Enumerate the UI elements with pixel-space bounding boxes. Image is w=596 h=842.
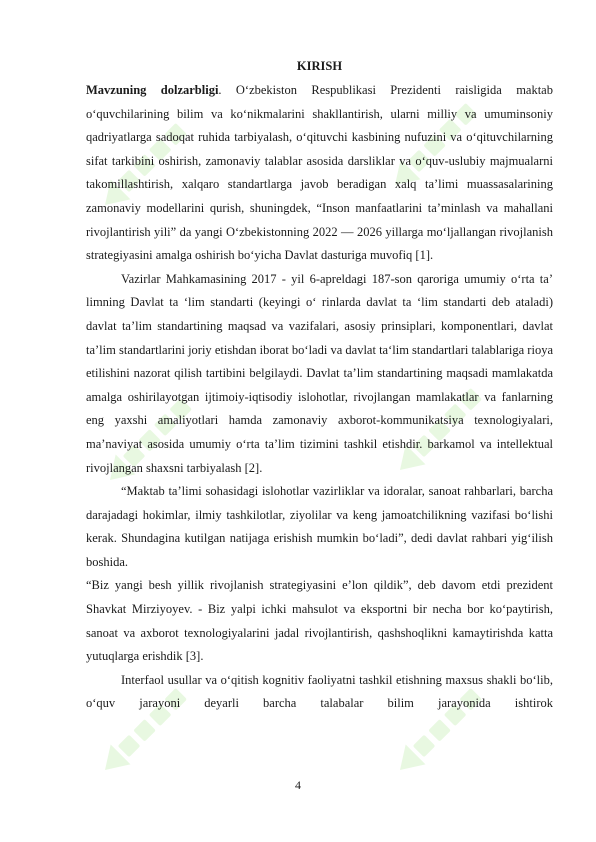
document-body [86, 56, 553, 716]
paragraph-2: Vazirlar Mahkamasining 2017 - yil 6-apreldagi 187-son qaroriga umumiy o‘rta ta’ limning Davlat ta ‘lim standarti (keyingi o‘ rinlarda davlat ta ‘lim standarti deb ataladi) davlat ta’lim standartining maqsad va vazifalari, asosiy prinsiplari, komponentlari, davlat ta’lim standartlarini joriy etishdan iborat bo‘ladi va davlat ta‘lim standartlari talablariga rioya etilishini nazorat qilish tartibini belgilaydi. Davlat ta’lim standartining maqsadi mamlakatda amalga oshirilayotgan ijtimoiy-iqtisodiy islohotlar, rivojlangan mamlakatlar va fanlarning eng yaxshi amaliyotlari hamda zamonaviy axborot-kommunikatsiya texnologiyalari, ma’naviyat asosida umumiy o‘rta ta’lim tizimini tashkil etishdir. barkamol va intellektual rivojlangan shaxsni tarbiyalash [2]. [86, 271, 553, 475]
paragraph-1 [86, 79, 553, 268]
document-title: KIRISH [296, 59, 343, 73]
lead-heading: Mavzuning dolzarbligi [86, 83, 219, 97]
page-number: 4 [295, 778, 301, 792]
paragraph-3: “Maktab ta’limi sohasidagi islohotlar vazirliklar va idoralar, sanoat rahbarlari, barcha darajadagi hokimlar, ilmiy tashkilotlar, ziyolilar va keng jamoatchilikning vazifasi bo‘lishi kerak. Shundagina kutilgan natijaga erishish mumkin bo‘ladi”, dedi davlat rahbari yig‘ilish boshida. [86, 484, 553, 569]
paragraph-5: Interfaol usullar va o‘qitish kognitiv faoliyatni tashkil etishning maxsus shakli bo‘lib, o‘quv jarayoni deyarli barcha talabalar bilim jarayonida ishtirok [86, 672, 553, 711]
paragraph-1-text: . O‘zbekiston Respublikasi Prezidenti raisligida maktab o‘quvchilarining bilim va ko‘nikmalarini shakllantirish, ularni milliy va umuminsoniy qadriyatlarga sadoqat ruhida tarbiyalash, o‘qituvchi kasbining nufuzini va o‘qituvchilarning sifat tarkibini oshirish, zamonaviy talablar asosida darsliklar va o‘quv-uslubiy majmualarni takomillashtirish, xalqaro standartlarga javob beradigan xalq ta’limi muassasalarining zamonaviy modellarini qurish, shuningdek, “Inson manfaatlarini ta’minlash va mahallani rivojlantirish yili” da yangi O‘zbekistonning 2022 — 2026 yillarga mo‘ljallangan rivojlanish strategiyasini amalga oshirish bo‘yicha Davlat dasturiga muvofiq [1]. [86, 83, 553, 263]
paragraph-4: “Biz yangi besh yillik rivojlanish strategiyasini e’lon qildik”, deb davom etdi prezident Shavkat Mirziyoyev. - Biz yalpi ichki mahsulot va eksportni bir necha bor ko‘paytirish, sanoat va axborot texnologiyalarini jadal rivojlantirish, qashshoqlikni kamaytirishda katta yutuqlarga erishdik [3]. [86, 578, 553, 664]
